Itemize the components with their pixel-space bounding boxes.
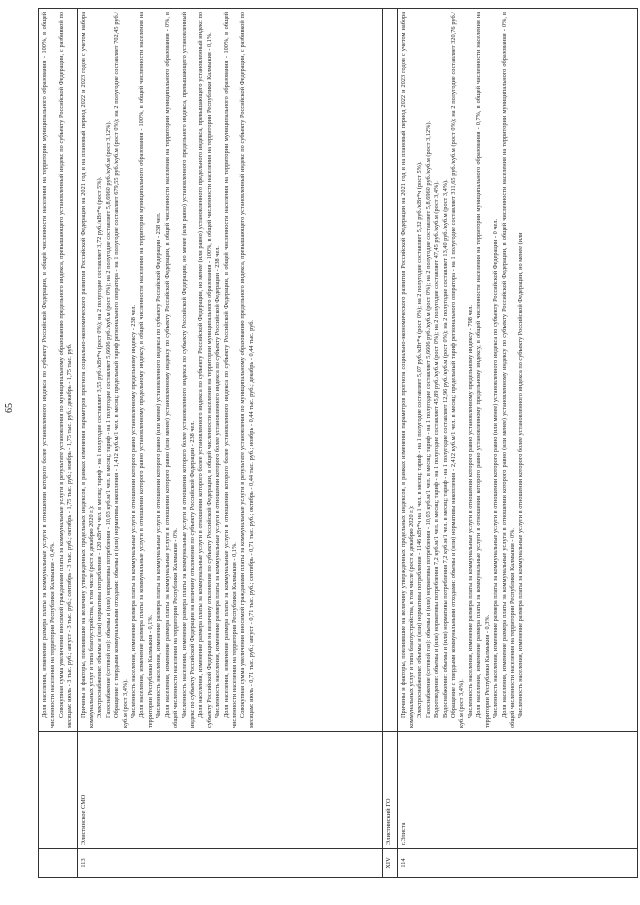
table-row — [39, 9, 78, 878]
table-row — [77, 9, 382, 878]
municipality-cell: г.Элиста — [397, 732, 637, 849]
paragraph: Обращение с твердыми коммунальными отходами: объемы и (или) нормативы накопления - 1,412 куб.м/1 чел. в месяц; предельный тариф регионального оператора - на 1 полугодие составляет 679,55 руб./куб.м (рост 0%); на 2 полугодие составляет 702,45 руб./куб.м (рост 3,4%). — [113, 12, 129, 728]
paragraph: Водоотведение: объемы и (или) нормативы потребления 7,2 куб.м/1 чел. в месяц; тариф - на 1 полугодие составляет 45,89 руб./куб.м (рост 0%); на 2 полугодие составляет 47,45 руб./куб.м (рост 3,4%). — [433, 181, 441, 718]
paragraph: Доля населения, изменение размера платы за коммунальные услуги в отношении которого более установленного индекса по субъекту Российской Федерации, в общей численности населения на территории муниципального образования - 100%, в общей численности населения на территории Республики Калмыкия - 0,4%. — [41, 12, 57, 728]
table-row — [397, 9, 637, 878]
paragraph: Численность населения, изменение размера платы за коммунальные услуги в отношении которого равно установленному предельному индексу - 238 чел. — [130, 304, 138, 718]
paragraph: Численность населения, изменение размера платы за коммунальные услуги в отношении которого равно (или менее) установленного индекса по субъекту Российской Федерации - 0 чел. — [492, 218, 500, 718]
paragraph: Численность населения, изменение размера платы за коммунальные услуги в отношении которого равно установленному предельному индексу - 798 чел. — [466, 304, 474, 718]
row-number-cell: 113 — [77, 849, 382, 878]
page-number: 65 — [4, 403, 15, 413]
municipality-cell: Элистинское СМО — [77, 732, 382, 849]
paragraph: Причины и факторы, повлиявшие на величину утвержденных предельных индексов, в рамках изменения параметров прогноза социально-экономического развития Российской Федерации на 2021 год и на плановый период 2022 и 2023 годов с учетом набора коммунальных услуг и типа благоустройства, в том числе (рост к декабрю 2020 г.): — [399, 12, 416, 728]
paragraph: Доля населения, изменение размера платы за коммунальные услуги в отношении которого равно установленному предельному индексу, в общей численности населения на территории муниципального образования - 0,7%, в общей численности населения на территории Республики Калмыкия - 0,3%. — [475, 12, 491, 728]
paragraph: Совокупная сумма увеличения вносимой гражданами платы за коммунальные услуги в результате установления по муниципальному образованию предельного индекса, превышающего установленный индекс по субъекту Российской Федерации, с разбивкой по месяцам: июль - 0,71 тыс. руб.; август - 0,71 тыс. руб.; сентябрь - 0,71 тыс. руб.; октябрь - 0,44 тыс. руб.; ноябрь - 0,44 тыс. руб.; декабрь - 0,44 тыс. руб. — [239, 12, 255, 728]
paragraph: Совокупная сумма увеличения вносимой гражданами платы за коммунальные услуги в результате установления по муниципальному образованию предельного индекса, превышающего установленный индекс по субъекту Российской Федерации, с разбивкой по месяцам: июль - 3 тыс. руб.; август - 3 тыс. руб.; сентябрь - 3 тыс. руб.; октябрь - 1,75 тыс. руб.; ноябрь - 1,75 тыс. руб.; декабрь - 1,75 тыс. руб. — [57, 12, 74, 728]
paragraph: Газоснабжение (сетевой газ): объемы и (или) нормативы потребления - 10,03 куб.м/1 чел. в месяц; тариф - на 1 полугодие составляет 5,6606 руб./куб.м (рост 0%); на 2 полугодие составляет 5,8,6960 руб./куб.м (рост 3,12%). — [104, 120, 112, 718]
description-cell — [39, 9, 78, 732]
row-number-cell: 114 — [397, 849, 637, 878]
paragraph: Численность населения, изменение размера платы за коммунальные услуги в отношении которого равно (или менее) установленного индекса по субъекту Российской Федерации - 238 чел. — [155, 212, 163, 718]
paragraph: Численность населения, изменение размера платы за коммунальные услуги в отношении которого более установленного индекса по субъекту Российской Федерации, но менее (или равно) установленного предельного индекса, превышающего установленный индекс по субъекту Российской Федерации на величину отклонения по субъекту Российской Федерации - 238 чел. — [180, 12, 196, 728]
paragraph: Доля населения, изменение размера платы за коммунальные услуги в отношении которого более установленного индекса по субъекту Российской Федерации, но менее (или равно) установленного предельного индекса, превышающего установленный индекс по субъекту Российской Федерации на величину отклонения по субъекту Российской Федерации, в общей численности населения на территории муниципального образования - 100%, в общей численности населения на территории Республики Калмыкия - 0,1%. — [197, 12, 213, 728]
rotated-page — [38, 8, 610, 878]
paragraph: Доля населения, изменение размера платы за коммунальные услуги в отношении которого более установленного индекса по субъекту Российской Федерации, в общей численности населения на территории муниципального образования - 100%, в общей численности населения на территории Республики Калмыкия - 0,1%. — [222, 12, 238, 728]
paragraph: Водоснабжение: объемы и (или) нормативы потребления 7,2 куб.м/1 чел. в месяц; тариф - на 1 полугодие составляет 12,96 руб./куб.м (рост 0%); на 2 полугодие составляет 13,40 руб./куб.м (рост 3,4%). — [441, 179, 449, 718]
municipality-cell — [39, 732, 78, 849]
paragraph: Газоснабжение (сетевой газ): объемы и (или) нормативы потребления - 10,03 куб.м/1 чел. в месяц; тариф - на 1 полугодие составляет 5,6606 руб./куб.м (рост 0%); на 2 полугодие составляет 5,8,6960 руб./куб.м (рост 3,12%). — [424, 120, 432, 718]
section-title-cell: Элистинский ГО — [382, 732, 397, 849]
section-number-cell: XIV — [382, 849, 397, 878]
paragraph: Доля населения, изменение размера платы за коммунальные услуги в отношении которого равно (или менее) установленному индексу по субъекту Российской Федерации, в общей численности населения на территории муниципального образования - 0%, в общей численности населения на территории Республики Калмыкия - 0%. — [500, 12, 516, 728]
section-row — [382, 9, 397, 878]
row-number-cell — [39, 849, 78, 878]
paragraph: Электроснабжение: объемы и (или) нормативы потребления - 1146 кВт*ч на 1 чел. в месяц; тариф - на 1 полугодие составляет 5,07 руб./кВт*ч (рост 0%); на 2 полугодие составляет 5,32 руб./кВт*ч (рост 5%). — [416, 161, 424, 718]
paragraph: Причины и факторы, повлиявшие на величину утвержденных предельных индексов, в рамках изменения параметров прогноза социально-экономического развития Российской Федерации на 2021 год и на плановый период 2022 и 2023 годов с учетом набора коммунальных услуг и типа благоустройства, в том числе (рост к декабрю 2020 г.): — [79, 12, 96, 728]
paragraph: Доля населения, изменение размера платы за коммунальные услуги в отношении которого равно (или менее) установленному индексу по субъекту Российской Федерации, в общей численности населения на территории муниципального образования - 0%, в общей численности населения на территории Республики Калмыкия - 0%. — [163, 12, 180, 728]
paragraph: Доля населения, изменение размера платы за коммунальные услуги в отношении которого равно установленному предельному индексу, в общей численности населения на территории муниципального образования - 100%, в общей численности населения на территории Республики Калмыкия - 0,1%. — [138, 12, 154, 728]
paragraph: Электроснабжение: объемы и (или) нормативы потребления - 120 кВт*ч чел. в месяц; тариф - на 1 полугодие составляет 3,55 руб./кВт*ч (рост 0%); на 2 полугодие составляет 3,72 руб./кВт*ч (рост 5%). — [96, 176, 104, 718]
document-table — [38, 8, 638, 878]
paragraph: Обращение с твердыми коммунальными отходами: объемы и (или) нормативы накопления - 2,412 куб.м/1 чел. в месяц; предельный тариф регионального оператора - на 1 полугодие составляет 311,65 руб./куб.м (рост 0%); на 2 полугодие составляет 320,76 руб./куб.м (рост 3,4%). — [450, 12, 466, 728]
section-empty-cell — [382, 9, 397, 732]
paragraph: Численность населения, изменение размера платы за коммунальные услуги в отношении которого более установленного индекса по субъекту Российской Федерации, но менее (или — [517, 232, 525, 718]
description-cell — [397, 9, 637, 732]
description-cell — [77, 9, 382, 732]
paragraph: Численность населения, изменение размера платы за коммунальные услуги в отношении которого более установленного индекса по субъекту Российской Федерации - 238 чел. — [214, 246, 222, 718]
